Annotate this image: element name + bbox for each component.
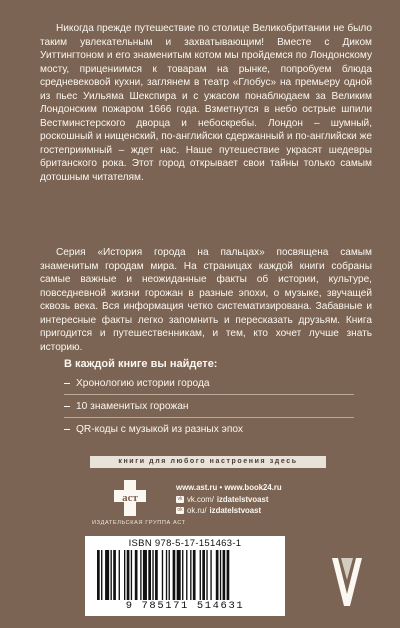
v-logo-icon bbox=[330, 556, 364, 608]
barcode-bar bbox=[140, 550, 141, 600]
feature-item bbox=[64, 372, 354, 395]
publisher-links bbox=[176, 482, 316, 517]
ok-link[interactable] bbox=[176, 505, 316, 517]
ast-logo-text: аст bbox=[122, 492, 138, 504]
intro-paragraph: Никогда прежде путешествие по столице Великобритании не было таким увлекательным и захватывающим! Вместе с Диком Уиттингтоном и его знаменитым котом мы пройдемся по Лондонскому мосту, прицениимся к товарам на рынке, попробуем блюда средневековой кухни, заглянем в театр «Глобус» на премьеру одной из пьес Уильяма Шекспира и с ужасом понаблюдаем за Великим Лондонским пожаром 1666 года. Взметнутся в небо острые шпили Вестминстерского дворца и небоскребы. Лондон – шумный, роскошный и нищенский, по-английски сдержанный и по-английски же гостеприимный – ждет нас. Наше путешествие украсят шедевры британского рока. Этот город открывает свои тайны только самым дотошным читателям. bbox=[40, 23, 372, 183]
barcode-bar bbox=[193, 550, 196, 600]
website-links[interactable]: www.ast.ru • www.book24.ru bbox=[176, 483, 282, 492]
barcode-bars bbox=[97, 550, 275, 600]
barcode-bar bbox=[220, 550, 221, 600]
vk-link[interactable] bbox=[176, 494, 316, 506]
barcode-bar bbox=[113, 550, 116, 600]
barcode-bar bbox=[131, 550, 132, 600]
barcode-bar bbox=[101, 550, 102, 600]
ast-logo-icon bbox=[110, 478, 150, 518]
ok-prefix: ok.ru/ bbox=[187, 506, 207, 515]
barcode-bar bbox=[155, 550, 158, 600]
feature-item bbox=[64, 418, 354, 440]
barcode-bar bbox=[186, 550, 187, 600]
feature-label: 10 знаменитых горожан bbox=[76, 400, 189, 412]
ean-digits: 9 785171 514631 bbox=[125, 600, 245, 612]
barcode-bar bbox=[227, 550, 230, 600]
barcode-bar bbox=[177, 550, 181, 600]
barcode-bar bbox=[202, 550, 205, 600]
barcode-bar bbox=[152, 550, 153, 600]
barcode-bar bbox=[182, 550, 183, 600]
barcode-bar bbox=[143, 550, 147, 600]
slogan-bar: книги для любого настроения здесь bbox=[90, 456, 326, 468]
vk-prefix: vk.com/ bbox=[187, 494, 214, 504]
ok-handle: izdatelstvoast bbox=[209, 506, 262, 515]
barcode-bar bbox=[105, 550, 109, 600]
barcode-bar bbox=[166, 550, 167, 600]
features-list bbox=[64, 372, 354, 440]
isbn-label: ISBN 978-5-17-151463-1 bbox=[128, 538, 242, 549]
barcode-bar bbox=[124, 550, 125, 600]
feature-label: QR-коды с музыкой из разных эпох bbox=[76, 423, 243, 435]
publisher-caption: ИЗДАТЕЛЬСКАЯ ГРУППА АСТ bbox=[92, 520, 186, 526]
isbn-barcode bbox=[85, 536, 285, 616]
barcode-bar bbox=[173, 550, 176, 600]
barcode-bar bbox=[162, 550, 163, 600]
barcode-bar bbox=[206, 550, 207, 600]
series-paragraph: Серия «История города на пальцах» посвящена самым знаменитым городам мира. На страницах каждой книги собраны самые важные и неожиданные факты об истории, культуре, повседневной жизни горожан в разные эпохи, о музыке, звучащей сквозь века. Вся информация четко систематизирована. Забавные и интересные факты легко запомнить и пересказать друзьям. Книга пригодится и путешественникам, и тем, кто хочет лучше знать историю. bbox=[40, 247, 372, 353]
vk-handle: izdatelstvoast bbox=[216, 494, 269, 504]
vk-icon: vk bbox=[177, 495, 183, 502]
barcode-bar bbox=[216, 550, 219, 600]
barcode-bar bbox=[148, 550, 151, 600]
feature-label: Хронологию истории города bbox=[76, 377, 210, 389]
features-title: В каждой книге вы найдете: bbox=[64, 358, 218, 370]
dash-icon bbox=[64, 429, 70, 430]
barcode-bar bbox=[210, 550, 211, 600]
barcode-bar bbox=[223, 550, 226, 600]
barcode-bar bbox=[169, 550, 170, 600]
dash-icon bbox=[64, 383, 70, 384]
barcode-bar bbox=[135, 550, 138, 600]
feature-item bbox=[64, 395, 354, 418]
barcode-bar bbox=[111, 550, 112, 600]
barcode-bar bbox=[190, 550, 191, 600]
ok-icon: ok bbox=[177, 507, 183, 514]
dash-icon bbox=[64, 406, 70, 407]
barcode-bar bbox=[119, 550, 120, 600]
barcode-bar bbox=[200, 550, 201, 600]
barcode-bar bbox=[127, 550, 130, 600]
barcode-bar bbox=[97, 550, 100, 600]
